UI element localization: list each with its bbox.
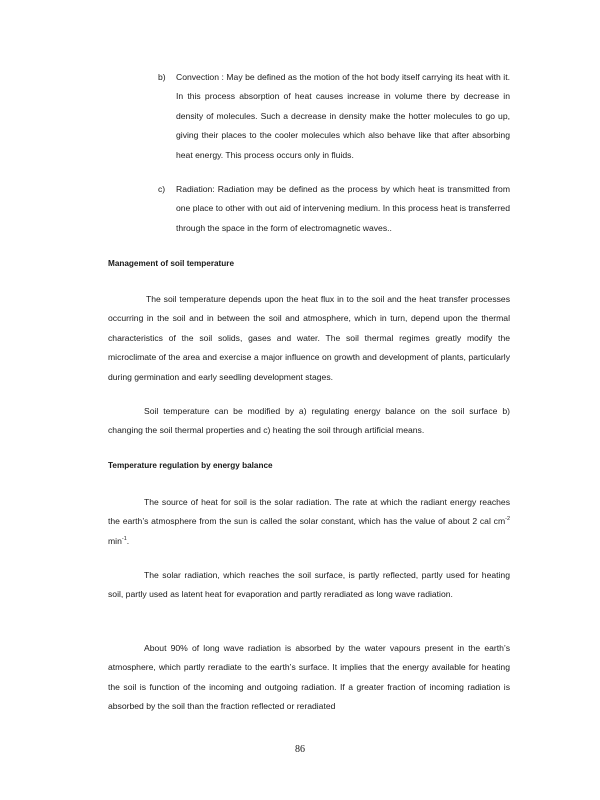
paragraph	[108, 493, 510, 551]
paragraph	[108, 639, 510, 717]
paragraph-text: The source of heat for soil is the solar radiation. The rate at which the radiant energy reaches the earth’s atmosphere from the sun is called the solar constant, which has the value of about 2 cal cm	[108, 497, 510, 527]
list-marker: c)	[158, 184, 166, 194]
superscript: -1	[121, 535, 127, 542]
paragraph-text: .	[126, 535, 130, 546]
list-item-text: Convection : May be defined as the motion of the hot body itself carrying its heat with it. In this process absorption of heat causes increase in volume there by decrease in density of molecules. Such a decrease in density make the hotter molecules to go up, giving their places to the cooler molecules which also behave like that after absorbing heat energy. This process occurs only in fluids.	[176, 72, 510, 160]
list-item-text: Radiation: Radiation may be defined as the process by which heat is transmitted from one place to other with out aid of intervening medium. In this process heat is transferred through the space in the form of electromagnetic waves..	[176, 184, 510, 233]
superscript: -2	[505, 516, 510, 523]
paragraph-text: About 90% of long wave radiation is absorbed by the water vapours present in the earth’s atmosphere, which partly reradiate to the earth’s surface. It implies that the energy available for heating the soil is function of the incoming and outgoing radiation. If a greater fraction of incoming radiation is absorbed by the soil than the fraction reflected or reradiated	[108, 643, 510, 712]
section-heading-management: Management of soil temperature	[108, 259, 235, 268]
paragraph-text: The soil temperature depends upon the heat flux in to the soil and the heat transfer processes occurring in the soil and in between the soil and atmosphere, which in turn, depend upon the thermal characteristics of the soil solids, gases and water. The soil thermal regimes greatly modify the microclimate of the area and exercise a major influence on growth and development of plants, particularly during germination and early seedling development stages.	[108, 294, 510, 382]
list-item-convection	[158, 68, 510, 165]
paragraph-text: The solar radiation, which reaches the soil surface, is partly reflected, partly used for heating soil, partly used as latent heat for evaporation and partly reradiated as long wave radiation.	[108, 570, 510, 600]
paragraph	[108, 402, 510, 441]
section-heading-energy-balance: Temperature regulation by energy balance	[108, 461, 273, 470]
page-number: 86	[295, 744, 305, 755]
paragraph-text: min	[108, 535, 122, 546]
paragraph	[108, 566, 510, 605]
paragraph	[108, 290, 510, 387]
list-marker: b)	[158, 72, 166, 82]
list-item-radiation	[158, 180, 510, 238]
paragraph-text: Soil temperature can be modified by a) regulating energy balance on the soil surface b) changing the soil thermal properties and c) heating the soil through artificial means.	[108, 406, 510, 436]
